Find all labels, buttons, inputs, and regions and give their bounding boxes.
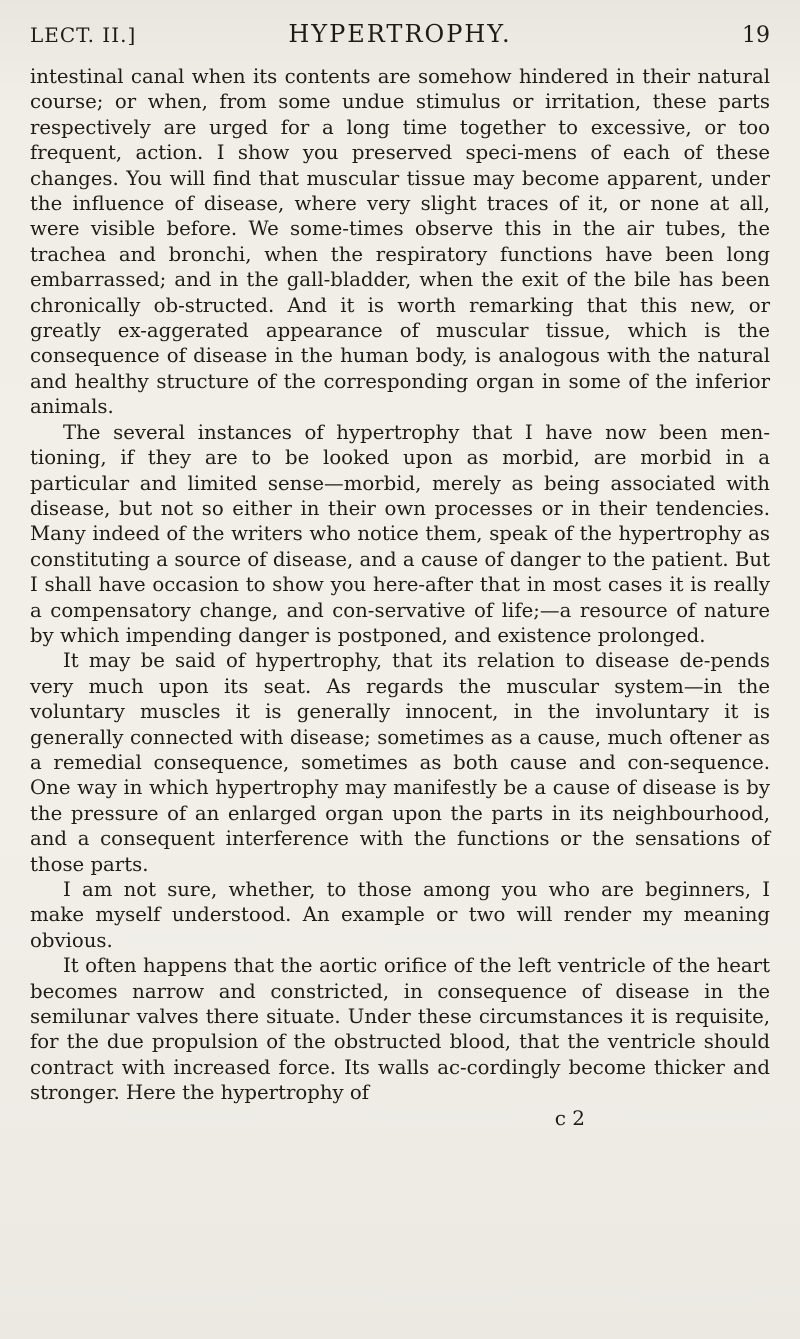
paragraph: It may be said of hypertrophy, that its relation to disease de-pends very much upon its seat. As regards the muscular system—in the voluntary muscles it is generally innocent, in the involuntary it is generally connected with disease; sometimes as a cause, much oftener as a remedial consequence, sometimes as both cause and con-sequence. One way in which hypertrophy may manifestly be a cause of disease is by the pressure of an enlarged organ upon the parts in its neighbourhood, and a consequent interference with the functions or the sensations of those parts. [30,649,770,876]
paragraph: It often happens that the aortic orifice of the left ventricle of the heart becomes narrow and constricted, in consequence of disease in the semilunar valves there situate. Under these circumstances it is requisite, for the due propulsion of the obstructed blood, that the ventricle should contract with increased force. Its walls ac-cordingly become thicker and stronger. Here the hypertrophy of [30,954,770,1105]
paragraph: intestinal canal when its contents are somehow hindered in their natural course; or when, from some undue stimulus or irritation, these parts respectively are urged for a long time together to excessive, or too frequent, action. I show you preserved speci-mens of each of these changes. You will find that muscular tissue may become apparent, under the influence of disease, where very slight traces of it, or none at all, were visible before. We some-times observe this in the air tubes, the trachea and bronchi, when the respiratory functions have been long embarrassed; and in the gall-bladder, when the exit of the bile has been chronically ob-structed. And it is worth remarking that this new, or greatly ex-aggerated appearance of muscular tissue, which is the consequence of disease in the human body, is analogous with the natural and healthy structure of the corresponding organ in some of the inferior animals. [30,65,770,419]
body-text [30,64,770,1106]
page-title: HYPERTROPHY. [288,20,512,48]
lecture-marker: LECT. II.] [30,23,137,47]
paragraph: The several instances of hypertrophy that I have now been men-tioning, if they are to be looked upon as morbid, are morbid in a particular and limited sense—morbid, merely as being associated with disease, but not so either in their own processes or in their tendencies. Many indeed of the writers who notice them, speak of the hypertrophy as constituting a source of disease, and a cause of danger to the patient. But I shall have occasion to show you here-after that in most cases it is really a compensatory change, and con-servative of life;—a resource of nature by which impending danger is postponed, and existence prolonged. [30,420,770,647]
running-head [30,20,770,60]
paragraph: I am not sure, whether, to those among you who are beginners, I make myself understood. An example or two will render my meaning obvious. [30,878,770,952]
signature-mark: c 2 [554,1105,585,1130]
page-number: 19 [742,23,770,48]
